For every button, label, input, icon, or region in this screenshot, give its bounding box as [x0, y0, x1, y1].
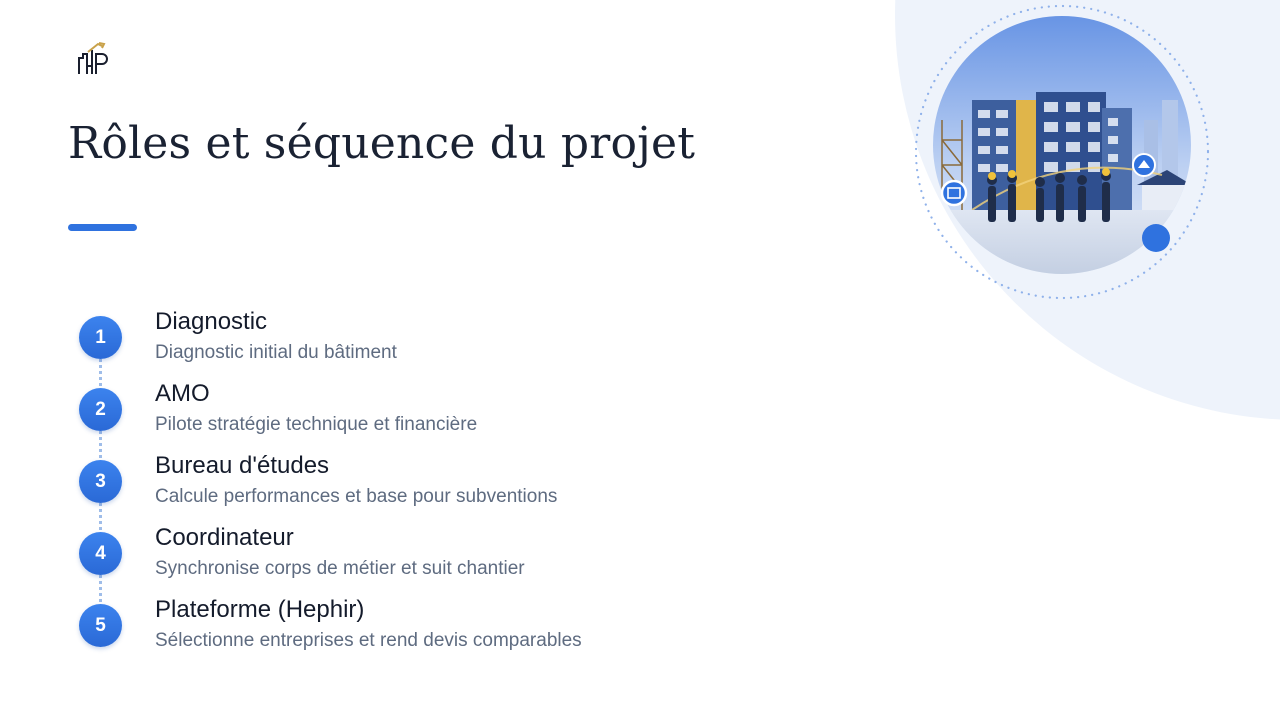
step-item: [79, 378, 779, 450]
step-item: [79, 450, 779, 522]
page-title: Rôles et séquence du projet: [68, 118, 696, 169]
renovation-building-illustration-icon: [912, 0, 1222, 300]
step-title: Coordinateur: [155, 524, 294, 551]
step-description: Sélectionne entreprises et rend devis comparables: [155, 630, 582, 651]
step-item: [79, 594, 779, 666]
step-number-badge: 3: [79, 460, 122, 503]
title-accent-bar: [68, 224, 137, 231]
step-title: Diagnostic: [155, 308, 268, 335]
steps-list: [79, 306, 779, 666]
step-number-badge: 2: [79, 388, 122, 431]
step-description: Pilote stratégie technique et financière: [155, 414, 478, 435]
step-number-badge: 4: [79, 532, 122, 575]
step-number-badge: 5: [79, 604, 122, 647]
step-item: [79, 306, 779, 378]
hp-logo-icon: [76, 40, 110, 76]
step-description: Synchronise corps de métier et suit chantier: [155, 558, 525, 579]
step-item: [79, 522, 779, 594]
step-title: Bureau d'études: [155, 452, 330, 479]
step-number-badge: 1: [79, 316, 122, 359]
step-title: AMO: [155, 380, 210, 407]
step-description: Diagnostic initial du bâtiment: [155, 342, 397, 363]
step-title: Plateforme (Hephir): [155, 596, 365, 623]
step-description: Calcule performances et base pour subventions: [155, 486, 558, 507]
